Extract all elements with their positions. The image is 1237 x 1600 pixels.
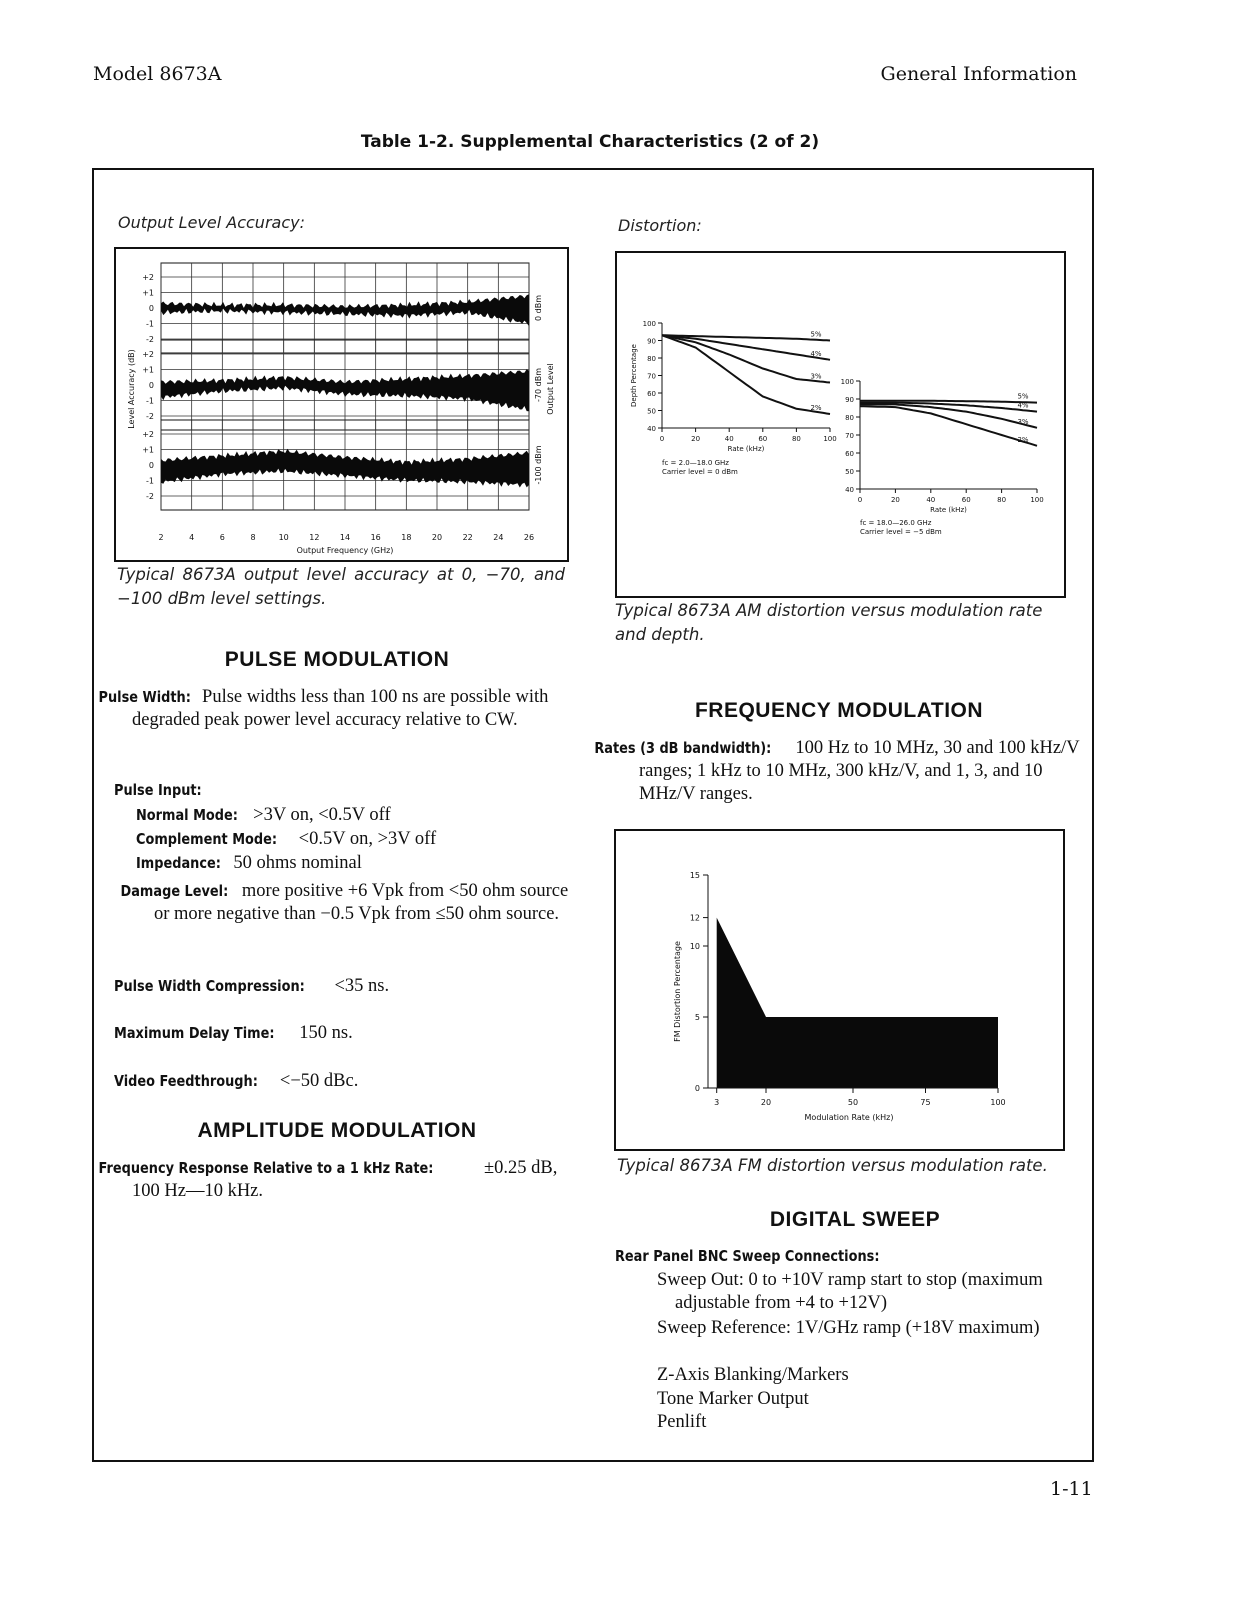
y-tick-label: 50 (845, 468, 854, 476)
y-tick-label: +2 (142, 273, 154, 282)
complement-mode: Complement Mode: <0.5V on, >3V off (136, 829, 437, 849)
fm-heading: FREQUENCY MODULATION (694, 699, 984, 722)
pulse-heading: PULSE MODULATION (224, 648, 450, 671)
fm-caption: Typical 8673A FM distortion versus modulation rate. (617, 1156, 1048, 1175)
x-tick-label: 3 (714, 1098, 720, 1107)
x-tick-label: 80 (997, 496, 1007, 504)
x-tick-label: 100 (823, 435, 837, 443)
x-tick-label: 60 (961, 496, 971, 504)
fm-distortion-area (717, 918, 998, 1088)
y-tick-label: -1 (146, 319, 154, 329)
pulse-width-term: Pulse Width: (98, 688, 191, 706)
x-tick-label: 18 (401, 533, 412, 542)
x-tick-label: 20 (760, 1098, 772, 1107)
x-tick-label: 20 (431, 533, 443, 542)
x-tick-label: 14 (339, 533, 351, 542)
am-heading: AMPLITUDE MODULATION (197, 1119, 477, 1142)
series-label: 3% (810, 372, 822, 381)
x-tick-label: 100 (990, 1098, 1006, 1107)
x-tick-label: 100 (1030, 496, 1044, 504)
x-tick-label: 20 (691, 435, 701, 443)
distortion-chart (617, 253, 1064, 596)
x-tick-label: 8 (250, 533, 256, 542)
series-label: 5% (1017, 392, 1029, 401)
y-tick-label: 50 (647, 407, 656, 416)
page-number: 1-11 (1050, 1478, 1093, 1500)
y-tick-label: 15 (689, 871, 700, 880)
y-tick-label: +1 (142, 445, 154, 455)
sweep-connections-term: Rear Panel BNC Sweep Connections: (615, 1247, 880, 1265)
y-tick-label: 90 (647, 337, 656, 346)
table-title: Table 1-2. Supplemental Characteristics (2 of 2) (360, 132, 820, 152)
x-tick-label: 10 (278, 533, 289, 542)
sweep-item-4: Penlift (657, 1412, 707, 1432)
x-tick-label: 12 (309, 533, 320, 542)
depth-curve (662, 335, 830, 382)
distortion-label: Distortion: (618, 216, 702, 235)
x-tick-label: 0 (857, 496, 863, 504)
x-tick-label: 26 (523, 533, 535, 542)
chart-subtitle: fc = 18.0—26.0 GHz (860, 519, 932, 527)
y-tick-label: 70 (647, 372, 656, 381)
y-axis-label: FM Distortion Percentage (673, 941, 682, 1042)
chart-subtitle: Carrier level = 0 dBm (662, 468, 738, 476)
y-tick-label: +1 (142, 288, 154, 298)
y-tick-label: +2 (142, 430, 154, 439)
am-freq-resp: Frequency Response Relative to a 1 kHz Rate: ±0.25 dB, 100 Hz—10 kHz. (98, 1158, 558, 1201)
x-tick-label: 40 (724, 435, 734, 443)
right-axis-label: Output Level (546, 363, 555, 415)
depth-curve (860, 406, 1037, 446)
y-tick-label: 0 (694, 1084, 700, 1093)
x-tick-label: 24 (493, 533, 504, 542)
x-tick-label: 4 (189, 533, 195, 542)
x-axis-label: Rate (kHz) (930, 506, 967, 514)
x-tick-label: 2 (158, 533, 164, 542)
damage-level: Damage Level: more positive +6 Vpk from <50 ohm source or more negative than −0.5 Vpk from ≤50 ohm source. (120, 881, 569, 924)
pulse-width-text: Pulse widths less than 100 ns are possible with degraded peak power level accuracy relative to CW. (132, 687, 549, 730)
x-axis-label: Modulation Rate (kHz) (804, 1113, 894, 1122)
y-tick-label: 40 (647, 425, 656, 433)
fm-distortion-chart (616, 831, 1063, 1149)
normal-mode: Normal Mode: >3V on, <0.5V off (136, 805, 391, 825)
ola-chart (116, 249, 567, 560)
ola-caption: Typical 8673A output level accuracy at 0, −70, and −100 dBm level settings. (117, 565, 565, 608)
fm-rates: Rates (3 dB bandwidth): 100 Hz to 10 MHz, 30 and 100 kHz/V ranges; 1 kHz to 10 MHz, 300 kHz/V, and 1, 3, and 10 MHz/V ranges. (594, 738, 1080, 804)
x-axis-label: Output Frequency (GHz) (296, 546, 394, 555)
series-label: -70 dBm (534, 368, 543, 402)
y-tick-label: 60 (647, 390, 656, 398)
y-tick-label: 90 (845, 396, 854, 404)
header-left: Model 8673A (93, 63, 222, 85)
impedance: Impedance: 50 ohms nominal (136, 853, 362, 873)
series-label: 5% (810, 330, 822, 339)
y-tick-label: -2 (146, 412, 154, 421)
sweep-item-1: Sweep Reference: 1V/GHz ramp (+18V maximum) (657, 1318, 1040, 1338)
fm-figure (614, 829, 1065, 1151)
sweep-item-2: Z-Axis Blanking/Markers (657, 1365, 849, 1385)
x-tick-label: 60 (758, 435, 768, 443)
series-label: 4% (810, 349, 822, 358)
x-axis-label: Rate (kHz) (727, 445, 765, 453)
pulse-input-term: Pulse Input: (114, 781, 202, 799)
series-label: -100 dBm (534, 445, 543, 485)
sweep-item-0: Sweep Out: 0 to +10V ramp start to stop (maximum adjustable from +4 to +12V) (657, 1270, 1043, 1313)
y-tick-label: 70 (845, 432, 854, 440)
y-tick-label: 5 (694, 1013, 700, 1022)
y-tick-label: 80 (647, 355, 656, 363)
ola-figure (114, 247, 569, 562)
y-tick-label: -2 (146, 492, 154, 501)
chart-subtitle: fc = 2.0—18.0 GHz (662, 459, 729, 467)
y-tick-label: -2 (146, 335, 154, 344)
y-axis-label: Level Accuracy (dB) (127, 349, 136, 429)
chart-subtitle: Carrier level = −5 dBm (860, 528, 942, 536)
x-tick-label: 40 (926, 496, 936, 504)
ola-label: Output Level Accuracy: (118, 213, 305, 232)
x-tick-label: 16 (370, 533, 381, 542)
y-tick-label: -1 (146, 396, 154, 406)
y-tick-label: -1 (146, 476, 154, 486)
series-label: 4% (1017, 401, 1029, 410)
y-tick-label: 12 (689, 913, 700, 923)
x-tick-label: 50 (847, 1098, 859, 1107)
y-tick-label: +2 (142, 350, 154, 359)
max-delay: Maximum Delay Time: 150 ns. (114, 1023, 353, 1043)
series-label: 3% (1017, 417, 1029, 426)
video-feedthrough: Video Feedthrough: <−50 dBc. (114, 1071, 359, 1091)
y-tick-label: 0 (148, 381, 154, 390)
y-tick-label: 100 (642, 320, 656, 328)
sweep-item-3: Tone Marker Output (657, 1389, 809, 1409)
y-tick-label: 0 (148, 461, 154, 470)
series-label: 0 dBm (534, 295, 543, 321)
y-tick-label: 100 (840, 378, 854, 386)
y-tick-label: 80 (845, 414, 854, 422)
x-tick-label: 80 (791, 435, 801, 443)
y-tick-label: 40 (845, 486, 854, 494)
pulse-width-para (98, 686, 580, 732)
y-tick-label: 60 (845, 450, 854, 458)
y-tick-label: 0 (148, 304, 154, 313)
distortion-figure (615, 251, 1066, 598)
y-axis-label: Depth Percentage (630, 344, 638, 407)
x-tick-label: 20 (890, 496, 900, 504)
distortion-caption: Typical 8673A AM distortion versus modulation rate and depth. (615, 601, 1043, 644)
series-label: 2% (810, 404, 822, 412)
y-tick-label: +1 (142, 365, 154, 375)
series-label: 2% (1017, 435, 1029, 444)
sweep-heading: DIGITAL SWEEP (769, 1208, 941, 1231)
x-tick-label: 6 (219, 533, 225, 542)
y-tick-label: 10 (689, 942, 700, 951)
x-tick-label: 0 (659, 435, 665, 443)
x-tick-label: 75 (920, 1098, 931, 1107)
header-right: General Information (880, 63, 1077, 85)
x-tick-label: 22 (462, 533, 473, 542)
pulse-compression: Pulse Width Compression: <35 ns. (114, 976, 390, 996)
